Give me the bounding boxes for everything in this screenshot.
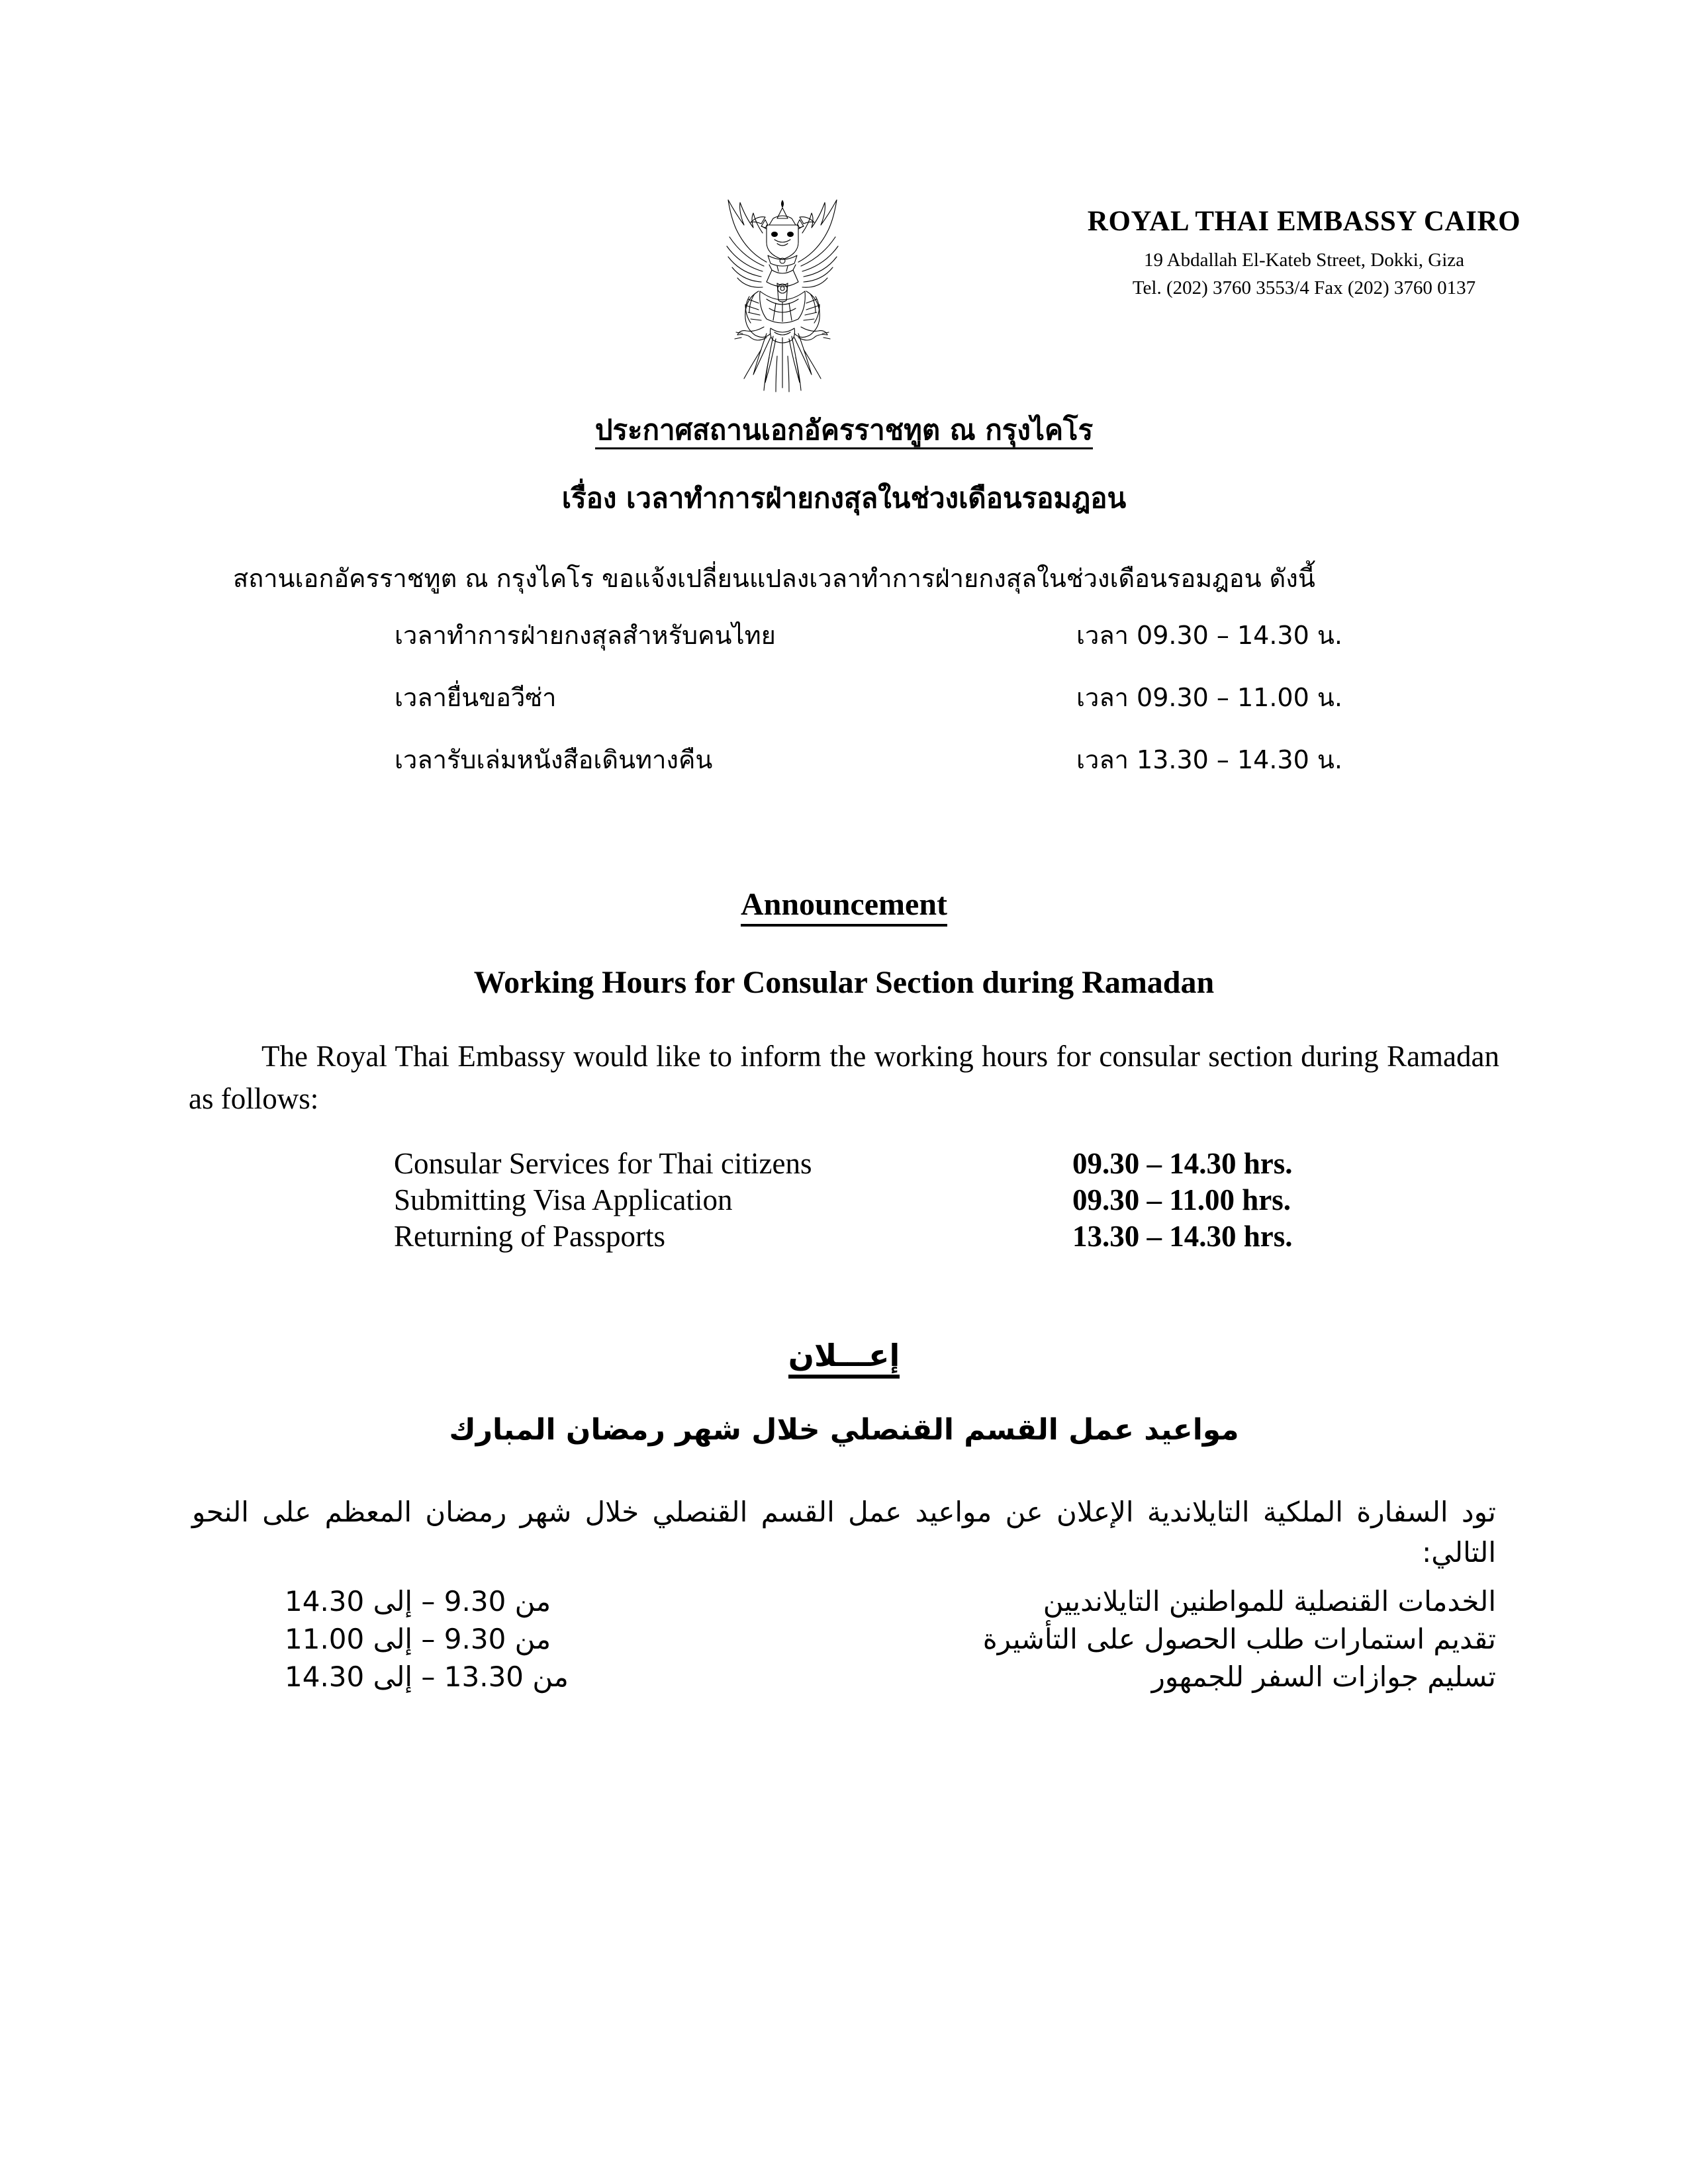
embassy-name: ROYAL THAI EMBASSY CAIRO xyxy=(1087,206,1521,237)
thai-schedule-row xyxy=(395,747,1688,772)
thai-intro-paragraph: สถานเอกอัครราชทูต ณ กรุงไคโร ขอแจ้งเปลี่ยนแปลงเวลาทำการฝ่ายกงสุลในช่วงเดือนรอมฎอน ดังนี้ xyxy=(233,563,1315,593)
english-service-time: 09.30 – 14.30 hrs. xyxy=(1072,1146,1293,1180)
arabic-service-time: من 13.30 – إلى 14.30 xyxy=(285,1660,569,1693)
english-service-time: 09.30 – 11.00 hrs. xyxy=(1072,1183,1291,1216)
english-service-label: Consular Services for Thai citizens xyxy=(394,1146,812,1180)
arabic-announcement-subheading: مواعيد عمل القسم القنصلي خلال شهر رمضان المبارك xyxy=(449,1412,1239,1447)
arabic-service-label: تسليم جوازات السفر للجمهور xyxy=(1151,1660,1496,1693)
english-section xyxy=(0,886,1688,1255)
thai-service-time: เวลา 13.30 – 14.30 น. xyxy=(1076,745,1342,774)
english-schedule-row xyxy=(394,1182,1688,1218)
thai-service-time: เวลา 09.30 – 11.00 น. xyxy=(1076,682,1342,712)
thai-section xyxy=(0,410,1688,809)
thai-schedule-list xyxy=(0,620,1688,774)
english-schedule-row xyxy=(394,1146,1688,1182)
letterhead xyxy=(0,93,1688,331)
arabic-schedule-list xyxy=(0,1583,1688,1696)
arabic-service-time: من 9.30 – إلى 14.30 xyxy=(285,1585,551,1618)
arabic-announcement-heading xyxy=(0,1337,1688,1375)
english-intro-paragraph: The Royal Thai Embassy would like to inform the working hours for consular section during Ramadan as follows: xyxy=(189,1040,1499,1116)
thai-announcement-title-text: ประกาศสถานเอกอัครราชทูต ณ กรุงไคโร xyxy=(595,414,1093,449)
english-announcement-heading xyxy=(0,886,1688,924)
arabic-schedule-row xyxy=(285,1621,1496,1659)
embassy-contact: Tel. (202) 3760 3553/4 Fax (202) 3760 0137 xyxy=(1132,277,1476,298)
thai-service-time: เวลา 09.30 – 14.30 น. xyxy=(1076,620,1342,650)
english-announcement-heading-text: Announcement xyxy=(741,887,947,927)
letterhead-text xyxy=(1033,205,1575,302)
thai-garuda-emblem xyxy=(703,192,862,410)
thai-schedule-row xyxy=(395,620,1688,650)
arabic-service-label: الخدمات القنصلية للمواطنين التايلانديين xyxy=(1043,1585,1496,1618)
thai-service-label: เวลารับเล่มหนังสือเดินทางคืน xyxy=(395,745,713,774)
english-service-time: 13.30 – 14.30 hrs. xyxy=(1072,1219,1293,1253)
arabic-service-time: من 9.30 – إلى 11.00 xyxy=(285,1623,551,1656)
arabic-schedule-row xyxy=(285,1659,1496,1696)
thai-announcement-subject: เรื่อง เวลาทำการฝ่ายกงสุลในช่วงเดือนรอมฎอน xyxy=(561,481,1127,514)
thai-service-label: เวลายื่นขอวีซ่า xyxy=(395,682,557,712)
embassy-address: 19 Abdallah El-Kateb Street, Dokki, Giza xyxy=(1143,250,1464,271)
thai-service-label: เวลาทำการฝ่ายกงสุลสำหรับคนไทย xyxy=(395,620,776,650)
arabic-intro-paragraph: تود السفارة الملكية التايلاندية الإعلان عن مواعيد عمل القسم القنصلي خلال شهر رمضان المعظم على النحو التالي: xyxy=(192,1495,1496,1569)
arabic-service-label: تقديم استمارات طلب الحصول على التأشيرة xyxy=(982,1623,1496,1656)
english-announcement-subheading: Working Hours for Consular Section during Ramadan xyxy=(473,964,1215,1000)
english-schedule-row xyxy=(394,1218,1688,1255)
arabic-schedule-row xyxy=(285,1583,1496,1621)
english-service-label: Submitting Visa Application xyxy=(394,1183,733,1216)
english-schedule-list xyxy=(0,1146,1688,1255)
arabic-announcement-heading-text: إعـــلان xyxy=(788,1338,900,1379)
english-service-label: Returning of Passports xyxy=(394,1219,665,1253)
arabic-section xyxy=(0,1337,1688,1696)
thai-announcement-title xyxy=(0,410,1688,451)
thai-schedule-row xyxy=(395,682,1688,712)
